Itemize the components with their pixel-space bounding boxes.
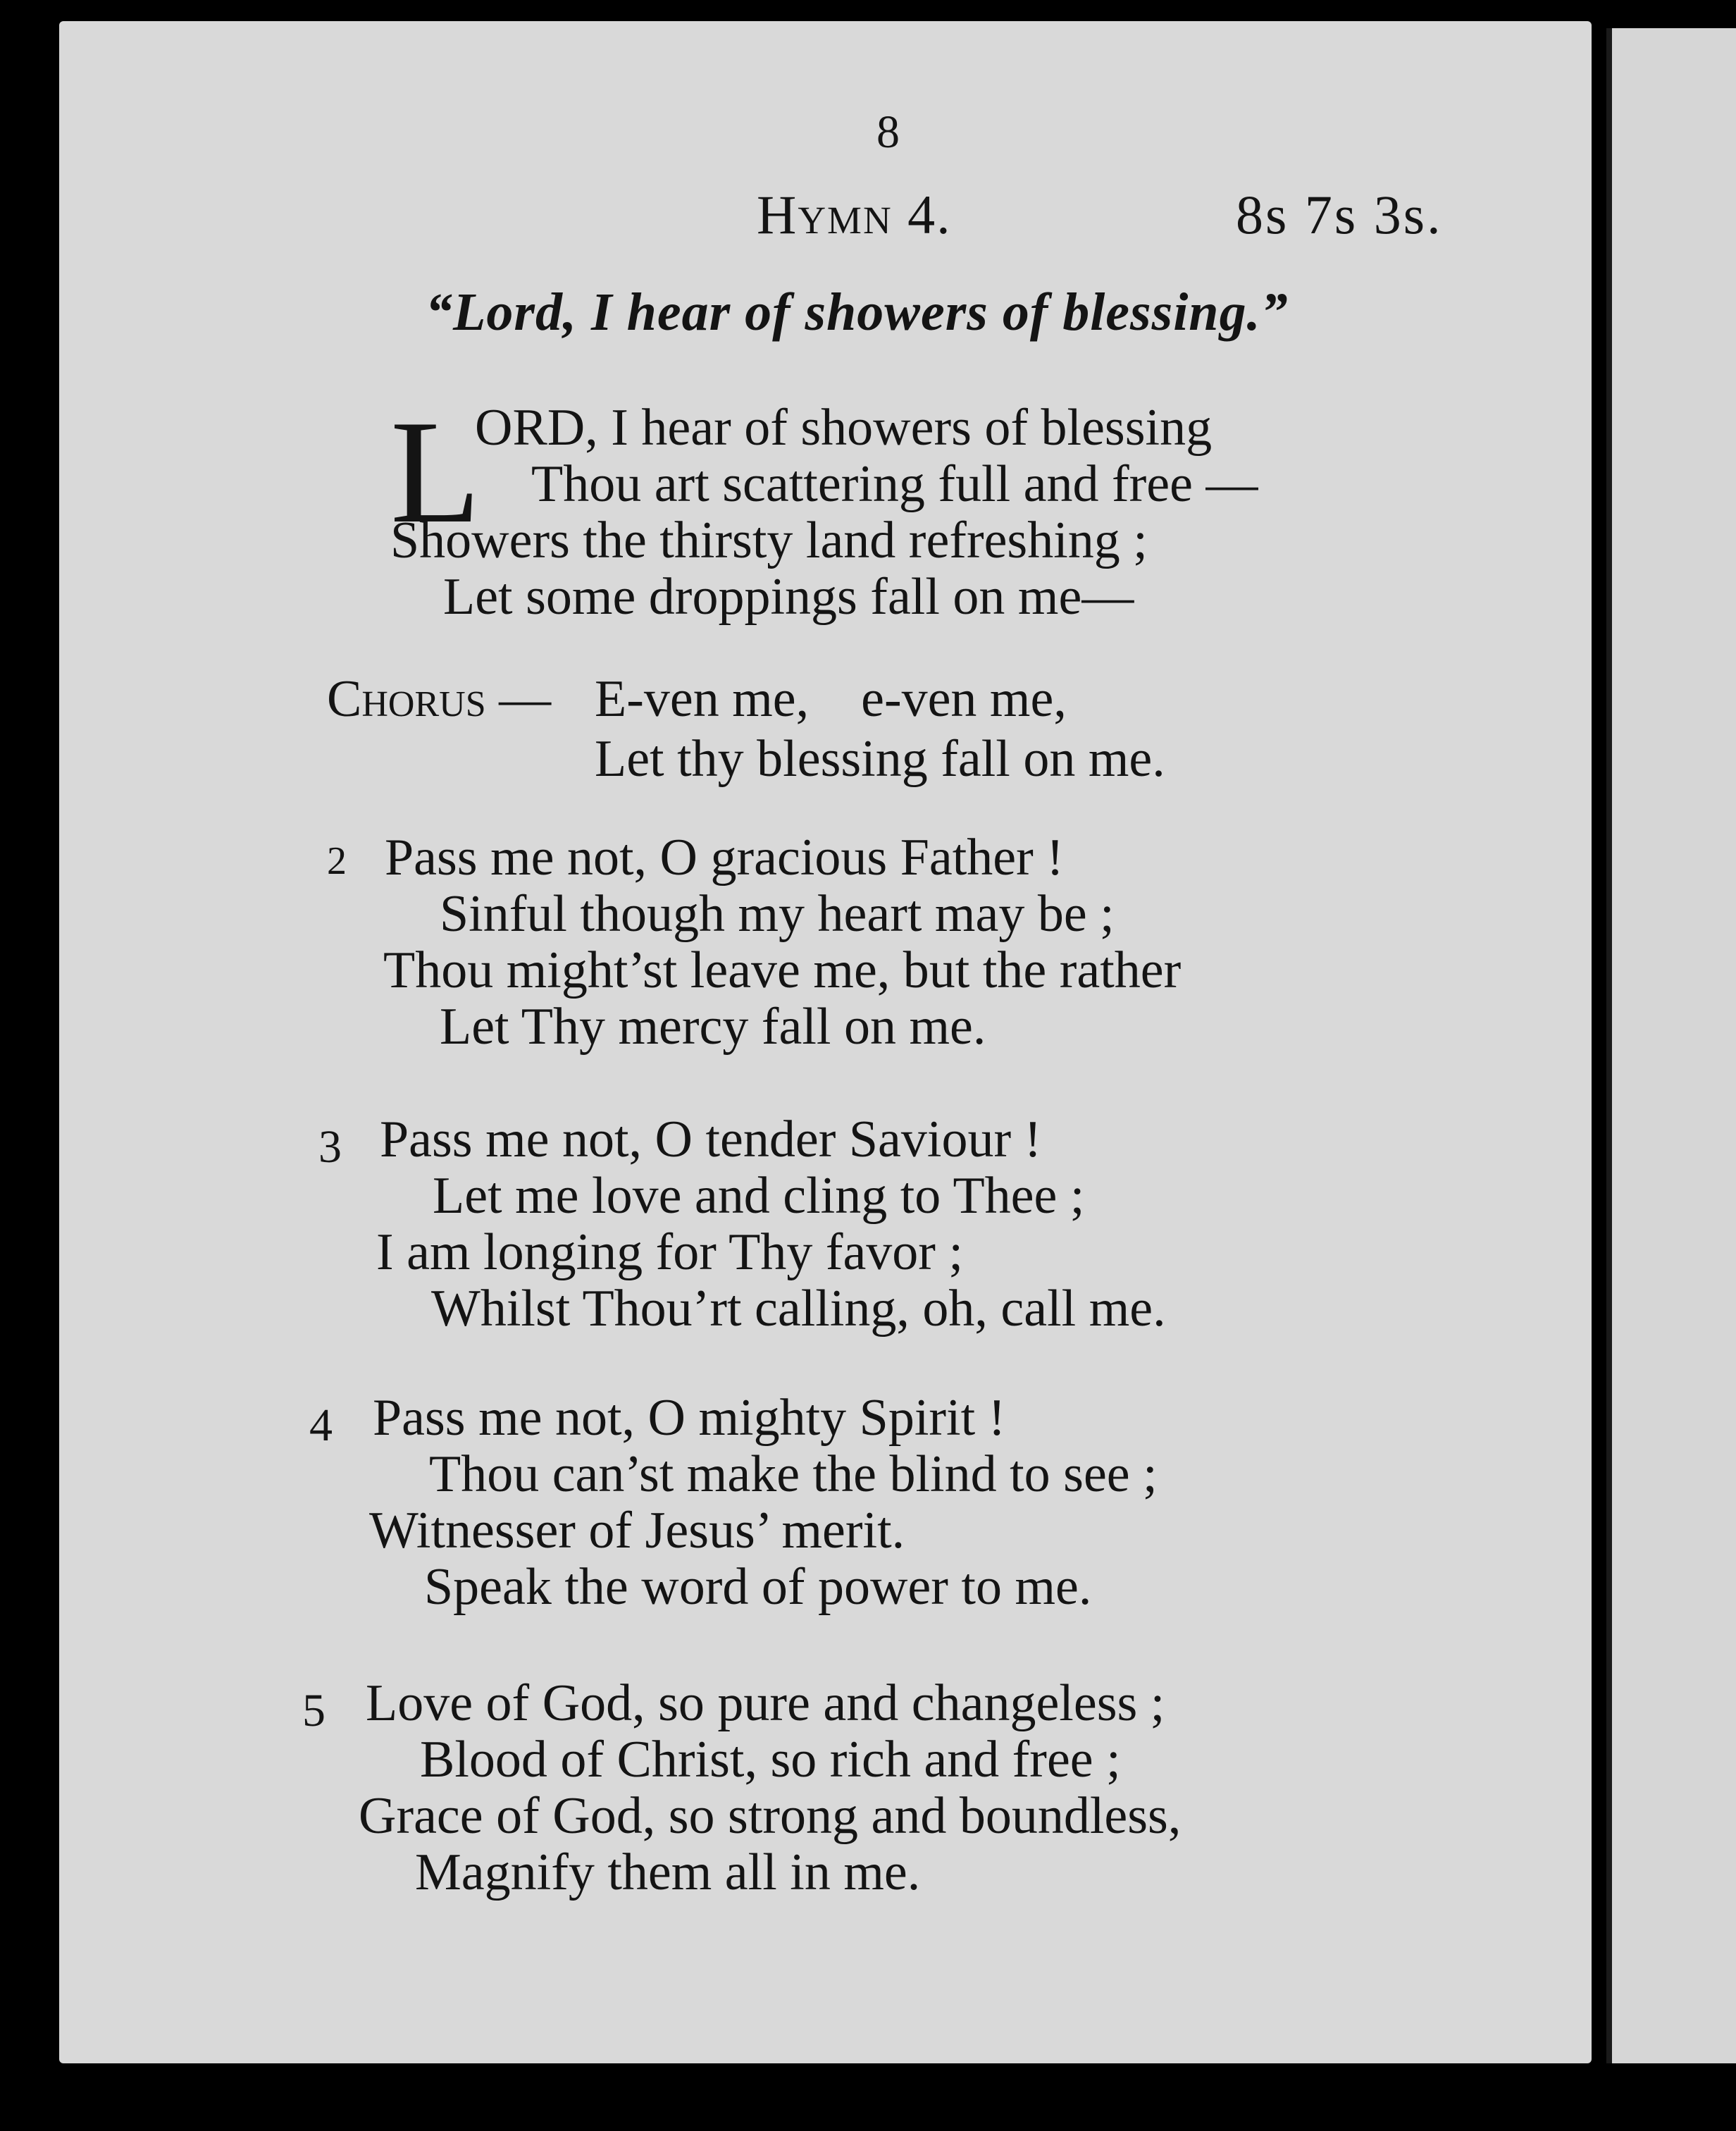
verse-1-line-4: Let some droppings fall on me—	[443, 568, 1134, 626]
verse-3-number: 3	[318, 1121, 342, 1173]
hymn-number: 4.	[907, 184, 952, 245]
hymn-epigraph: “Lord, I hear of showers of blessing.”	[426, 283, 1289, 342]
verse-3-line-4: Whilst Thou’rt calling, oh, call me.	[431, 1280, 1166, 1338]
verse-2-number: 2	[327, 839, 347, 883]
verse-2-line-3: Thou might’st leave me, but the rather	[383, 941, 1182, 999]
verse-1-line-3: Showers the thirsty land refreshing ;	[390, 512, 1148, 569]
chorus-line-1: E-ven me, e-ven me,	[595, 670, 1067, 728]
chorus-line-2: Let thy blessing fall on me.	[595, 730, 1165, 788]
chorus-label: Chorus —	[327, 670, 552, 728]
verse-4-line-3: Witnesser of Jesus’ merit.	[369, 1502, 905, 1559]
verse-1-line-2: Thou art scattering full and free —	[531, 455, 1258, 513]
verse-1-line-1: ORD, I hear of showers of blessing	[475, 399, 1213, 457]
hymn-label: Hymn	[757, 184, 893, 245]
hymnbook-page	[59, 21, 1592, 2063]
verse-3-line-3: I am longing for Thy favor ;	[376, 1223, 964, 1281]
verse-2-line-2: Sinful though my heart may be ;	[440, 885, 1115, 943]
page-number: 8	[876, 106, 900, 158]
verse-4-line-1: Pass me not, O mighty Spirit !	[373, 1389, 1006, 1447]
hymn-title	[757, 183, 952, 247]
verse-2-line-4: Let Thy mercy fall on me.	[440, 998, 986, 1056]
verse-2-line-1: Pass me not, O gracious Father !	[385, 829, 1064, 887]
drop-cap: L	[390, 390, 481, 554]
verse-5-line-1: Love of God, so pure and changeless ;	[366, 1674, 1165, 1732]
verse-4-line-4: Speak the word of power to me.	[424, 1558, 1092, 1616]
adjacent-page-edge	[1606, 28, 1736, 2063]
verse-5-line-4: Magnify them all in me.	[415, 1843, 921, 1901]
verse-4-line-2: Thou can’st make the blind to see ;	[429, 1445, 1158, 1503]
verse-3-line-1: Pass me not, O tender Saviour !	[380, 1111, 1042, 1168]
verse-3-line-2: Let me love and cling to Thee ;	[433, 1167, 1085, 1225]
verse-5-line-3: Grace of God, so strong and boundless,	[359, 1787, 1182, 1845]
verse-5-number: 5	[302, 1685, 326, 1736]
verse-5-line-2: Blood of Christ, so rich and free ;	[420, 1731, 1121, 1789]
hymn-meter: 8s 7s 3s.	[1236, 184, 1443, 245]
verse-4-number: 4	[309, 1400, 333, 1451]
